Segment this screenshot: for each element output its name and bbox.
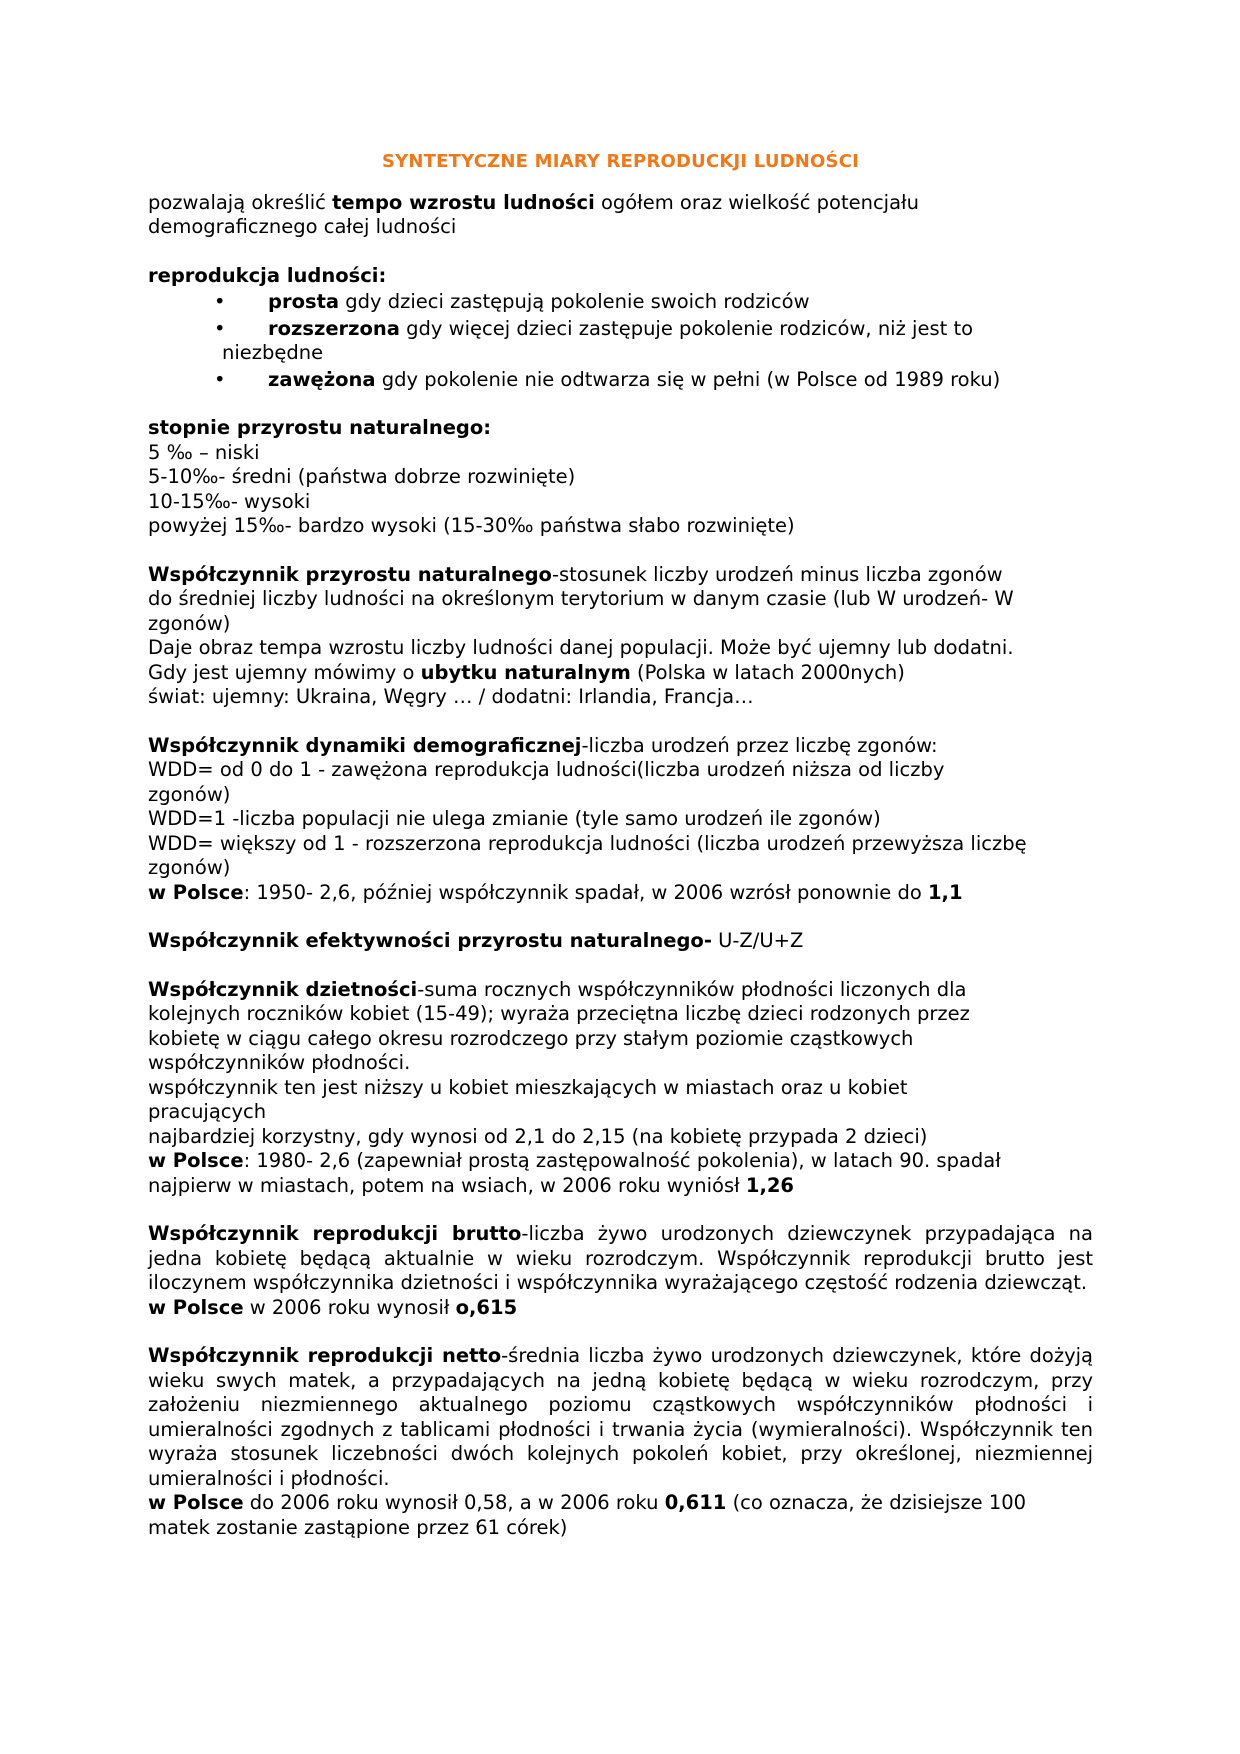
wrn-text: (co oznacza, że dzisiejsze 100 matek zostanie zastąpione przez 61 córek) (148, 1491, 1027, 1539)
stopnie-line: 5-10‰- średni (państwa dobrze rozwinięte) (148, 465, 576, 488)
bullet-icon: • (214, 316, 226, 340)
wdd-text: WDD= od 0 do 1 - zawężona reprodukcja ludności(liczba urodzeń niższa od liczby (148, 758, 945, 781)
wpn-text: do średniej liczby ludności na określonym terytorium w danym czasie (lub W urodzeń- W (148, 587, 1014, 610)
wrb-polsce (148, 1296, 1093, 1321)
wrn-polsce-label: w Polsce (148, 1491, 244, 1514)
wepn-heading: Współczynnik efektywności przyrostu naturalnego- (148, 929, 712, 952)
list-item (148, 290, 1093, 315)
wepn-section (148, 929, 1093, 954)
wdd-polsce-label: w Polsce (148, 880, 244, 904)
reprodukcja-heading-text: reprodukcja ludności: (148, 263, 387, 287)
wpn-text: -stosunek liczby urodzeń minus liczba zgonów (551, 562, 1003, 586)
intro-text-post: ogółem oraz wielkość potencjału (594, 190, 919, 214)
wrb-section (148, 1222, 1093, 1296)
wrn-text: do 2006 roku wynosił 0,58, a w 2006 roku (243, 1491, 665, 1514)
stopnie-line: 5 ‰ – niski (148, 440, 260, 464)
wpn-text: Gdy jest ujemny mówimy o (148, 660, 421, 684)
stopnie-heading: stopnie przyrostu naturalnego: (148, 416, 492, 439)
list-item (148, 368, 1093, 393)
list-item-text: gdy pokolenie nie odtwarza się w pełni (w Polsce od 1989 roku) (375, 367, 1001, 391)
wrn-section (148, 1344, 1093, 1491)
wdz-text: kolejnych roczników kobiet (15-49); wyraża przeciętna liczbę dzieci rodzonych przez (148, 1002, 970, 1025)
list-item-bold: prosta (268, 290, 340, 313)
wdd-text: : 1950- 2,6, później współczynnik spadał, w 2006 wzrósł ponownie do (243, 880, 928, 904)
intro-text: pozwalają określić (148, 190, 333, 214)
list-item (148, 317, 1093, 366)
wdd-text: zgonów) (148, 782, 231, 806)
wrb-text: w 2006 roku wynosił (243, 1295, 456, 1319)
list-item-text: gdy dzieci zastępują pokolenie swoich rodziców (339, 290, 810, 313)
wdd-text: -liczba urodzeń przez liczbę zgonów: (581, 733, 938, 757)
wdz-text: współczynnik ten jest niższy u kobiet mieszkających w miastach oraz u kobiet (148, 1075, 908, 1099)
list-item-text: gdy więcej dzieci zastępuje pokolenie rodziców, niż jest to (399, 316, 974, 340)
wpn-text: świat: ujemny: Ukraina, Węgry … / dodatni: Irlandia, Francja… (148, 685, 754, 708)
wrb-text: -liczba żywo urodzonych dziewczynek przypadająca na jedna kobietę będącą aktualnie w wieku rozrodczym. Współczynnik reprodukcji brutto jest iloczynem współczynnika dzietności i współczynnika wyrażającego częstość rodzenia dziewcząt. (148, 1222, 1093, 1294)
wpn-text: zgonów) (148, 611, 231, 635)
wdd-heading: Współczynnik dynamiki demograficznej (148, 733, 582, 757)
wdz-section (148, 978, 1093, 1199)
wrn-value: 0,611 (664, 1491, 727, 1514)
stopnie-line: 10-15‰- wysoki (148, 489, 311, 513)
list-item-bold: rozszerzona (268, 316, 400, 340)
reprodukcja-heading (148, 264, 1093, 289)
wdz-text: pracujących (148, 1100, 267, 1123)
wdz-text: najpierw w miastach, potem na wsiach, w 2006 roku wyniósł (148, 1173, 746, 1197)
wdd-text: zgonów) (148, 856, 231, 879)
wdz-text: najbardziej korzystny, gdy wynosi od 2,1 do 2,15 (na kobietę przypada 2 dzieci) (148, 1124, 928, 1148)
intro-paragraph (148, 191, 1093, 240)
wdz-polsce-label: w Polsce (148, 1149, 244, 1172)
stopnie-section (148, 416, 1093, 539)
wdz-text: kobietę w ciągu całego okresu rozrodczego przy stałym poziomie cząstkowych (148, 1026, 914, 1050)
wdd-section (148, 734, 1093, 906)
reprodukcja-list (148, 290, 1093, 392)
document-title: SYNTETYCZNE MIARY REPRODUCKJI LUDNOŚCI (381, 151, 860, 172)
intro-line2: demograficznego całej ludności (148, 215, 457, 238)
wdz-text: -suma rocznych współczynników płodności liczonych dla (417, 977, 967, 1001)
wdz-heading: Współczynnik dzietności (148, 977, 418, 1001)
wrn-text: -średnia liczba żywo urodzonych dziewczynek, które dożyją wieku swych matek, a przypadających na jedną kobietę będącą w wieku rozrodczym, przy założeniu niezmiennego aktualnego poziomu cząstkowych współczynników płodności i umieralności zgodnych z tablicami płodności i trwania życia (wymieralności). Współczynnik ten wyraża stosunek liczebności dwóch kolejnych pokoleń kobiet, przy określonej, niezmiennej umieralności i płodności. (148, 1344, 1093, 1490)
wpn-heading: Współczynnik przyrostu naturalnego (148, 562, 552, 586)
wrb-polsce-label: w Polsce (148, 1295, 244, 1319)
wpn-bold: ubytku naturalnym (420, 660, 631, 684)
wrb-heading: Współczynnik reprodukcji brutto (148, 1222, 522, 1245)
wdd-text: WDD= większy od 1 - rozszerzona reprodukcja ludności (liczba urodzeń przewyższa liczbę (148, 831, 1027, 855)
document-page (148, 150, 1093, 1540)
wdz-text: : 1980- 2,6 (zapewniał prostą zastępowalność pokolenia), w latach 90. spadał (243, 1149, 1001, 1172)
wpn-text: Daje obraz tempa wzrostu liczby ludności danej populacji. Może być ujemny lub dodatni. (148, 636, 1014, 659)
wpn-section (148, 563, 1093, 710)
wrn-heading: Współczynnik reprodukcji netto (148, 1344, 502, 1367)
list-item-continuation: niezbędne (222, 341, 324, 364)
bullet-icon: • (214, 367, 226, 391)
wdd-value: 1,1 (927, 880, 963, 904)
wdz-value: 1,26 (745, 1173, 794, 1197)
wrb-value: o,615 (455, 1295, 518, 1319)
stopnie-line: powyżej 15‰- bardzo wysoki (15-30‰ państwa słabo rozwinięte) (148, 514, 795, 537)
wdd-text: WDD=1 -liczba populacji nie ulega zmianie (tyle samo urodzeń ile zgonów) (148, 807, 881, 830)
wepn-text: U-Z/U+Z (711, 929, 804, 952)
intro-bold: tempo wzrostu ludności (332, 190, 595, 214)
list-item-bold: zawężona (268, 367, 376, 391)
wpn-text: (Polska w latach 2000nych) (630, 660, 905, 684)
wrn-polsce (148, 1491, 1093, 1540)
bullet-icon: • (214, 290, 226, 313)
wdz-text: współczynników płodności. (148, 1051, 411, 1074)
